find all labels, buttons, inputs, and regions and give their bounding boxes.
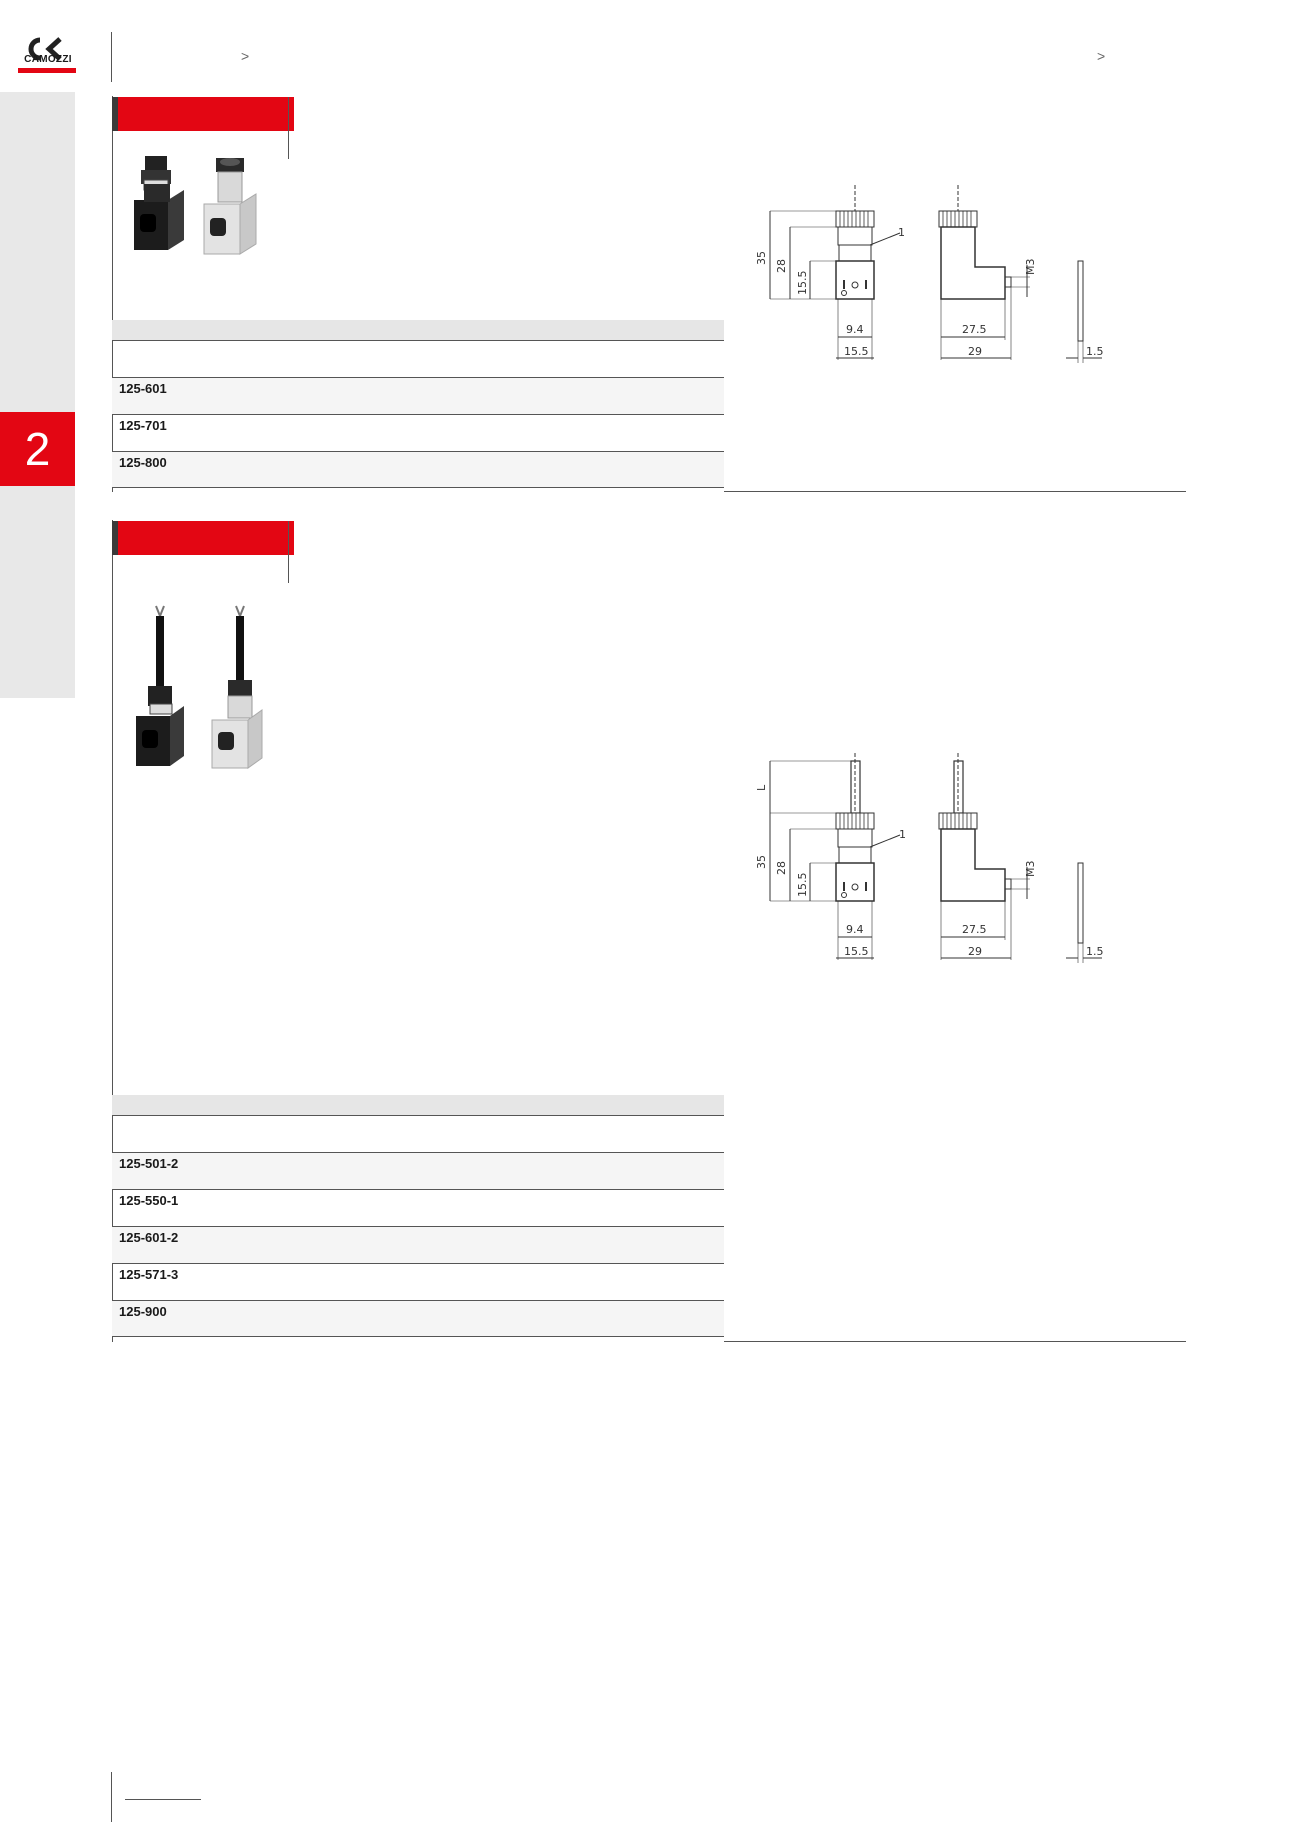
drawing-label: 15.5	[844, 945, 869, 958]
drawing-label: 29	[968, 945, 982, 958]
section2-title-bar	[112, 521, 294, 555]
drawing-label: 1	[898, 226, 905, 239]
drawing-label: 28	[775, 861, 788, 875]
section1-title-bar	[112, 97, 294, 131]
section2-table	[112, 1095, 724, 1337]
drawing-label: 28	[775, 259, 788, 273]
header-divider	[111, 32, 112, 82]
drawing-label: 9.4	[846, 323, 864, 336]
drawing-label: 1.5	[1086, 345, 1104, 358]
drawing-label: 27.5	[962, 923, 987, 936]
chapter-tab[interactable]: 2	[0, 412, 75, 486]
drawing-label: M3	[1024, 860, 1037, 877]
table-row: 125-701	[112, 414, 724, 451]
footer-rule	[125, 1799, 201, 1800]
drawing-label: 15.5	[796, 270, 809, 295]
drawing-label: 27.5	[962, 323, 987, 336]
brand-name: CAMOZZI	[24, 54, 72, 65]
drawing-label: 35	[755, 251, 768, 265]
drawing-label: 15.5	[844, 345, 869, 358]
table-row	[112, 340, 724, 377]
section1-product-photo	[124, 150, 284, 268]
section1-dimension-drawing	[740, 185, 1120, 370]
drawing-label: 1	[899, 828, 906, 841]
footer-divider	[111, 1772, 112, 1822]
table-row: 125-601-2	[112, 1226, 724, 1263]
breadcrumb-arrow-left[interactable]: >	[241, 48, 250, 64]
drawing-label: 35	[755, 855, 768, 869]
table-row: 125-900	[112, 1300, 724, 1337]
breadcrumb-arrow-right[interactable]: >	[1097, 48, 1106, 64]
table-row	[112, 1115, 724, 1152]
section2-table-header	[112, 1095, 724, 1115]
section1-bottom-rule	[724, 491, 1186, 492]
table-row: 125-601	[112, 377, 724, 414]
section2-bottom-rule	[724, 1341, 1186, 1342]
section1-table	[112, 320, 724, 488]
drawing-label: L	[755, 784, 768, 791]
drawing-label: 29	[968, 345, 982, 358]
section2-dimension-drawing	[740, 745, 1120, 970]
section1-title-frame	[288, 97, 289, 159]
drawing-label: 9.4	[846, 923, 864, 936]
table-row: 125-550-1	[112, 1189, 724, 1226]
section2-title-frame	[288, 521, 289, 583]
table-row: 125-571-3	[112, 1263, 724, 1300]
drawing-label: M3	[1024, 258, 1037, 275]
chapter-sidebar	[0, 92, 75, 698]
section1-table-header	[112, 320, 724, 340]
drawing-label: 15.5	[796, 872, 809, 897]
table-row: 125-800	[112, 451, 724, 488]
brand-underline	[18, 68, 76, 73]
table-row: 125-501-2	[112, 1152, 724, 1189]
drawing-label: 1.5	[1086, 945, 1104, 958]
section2-product-photo	[126, 598, 286, 778]
